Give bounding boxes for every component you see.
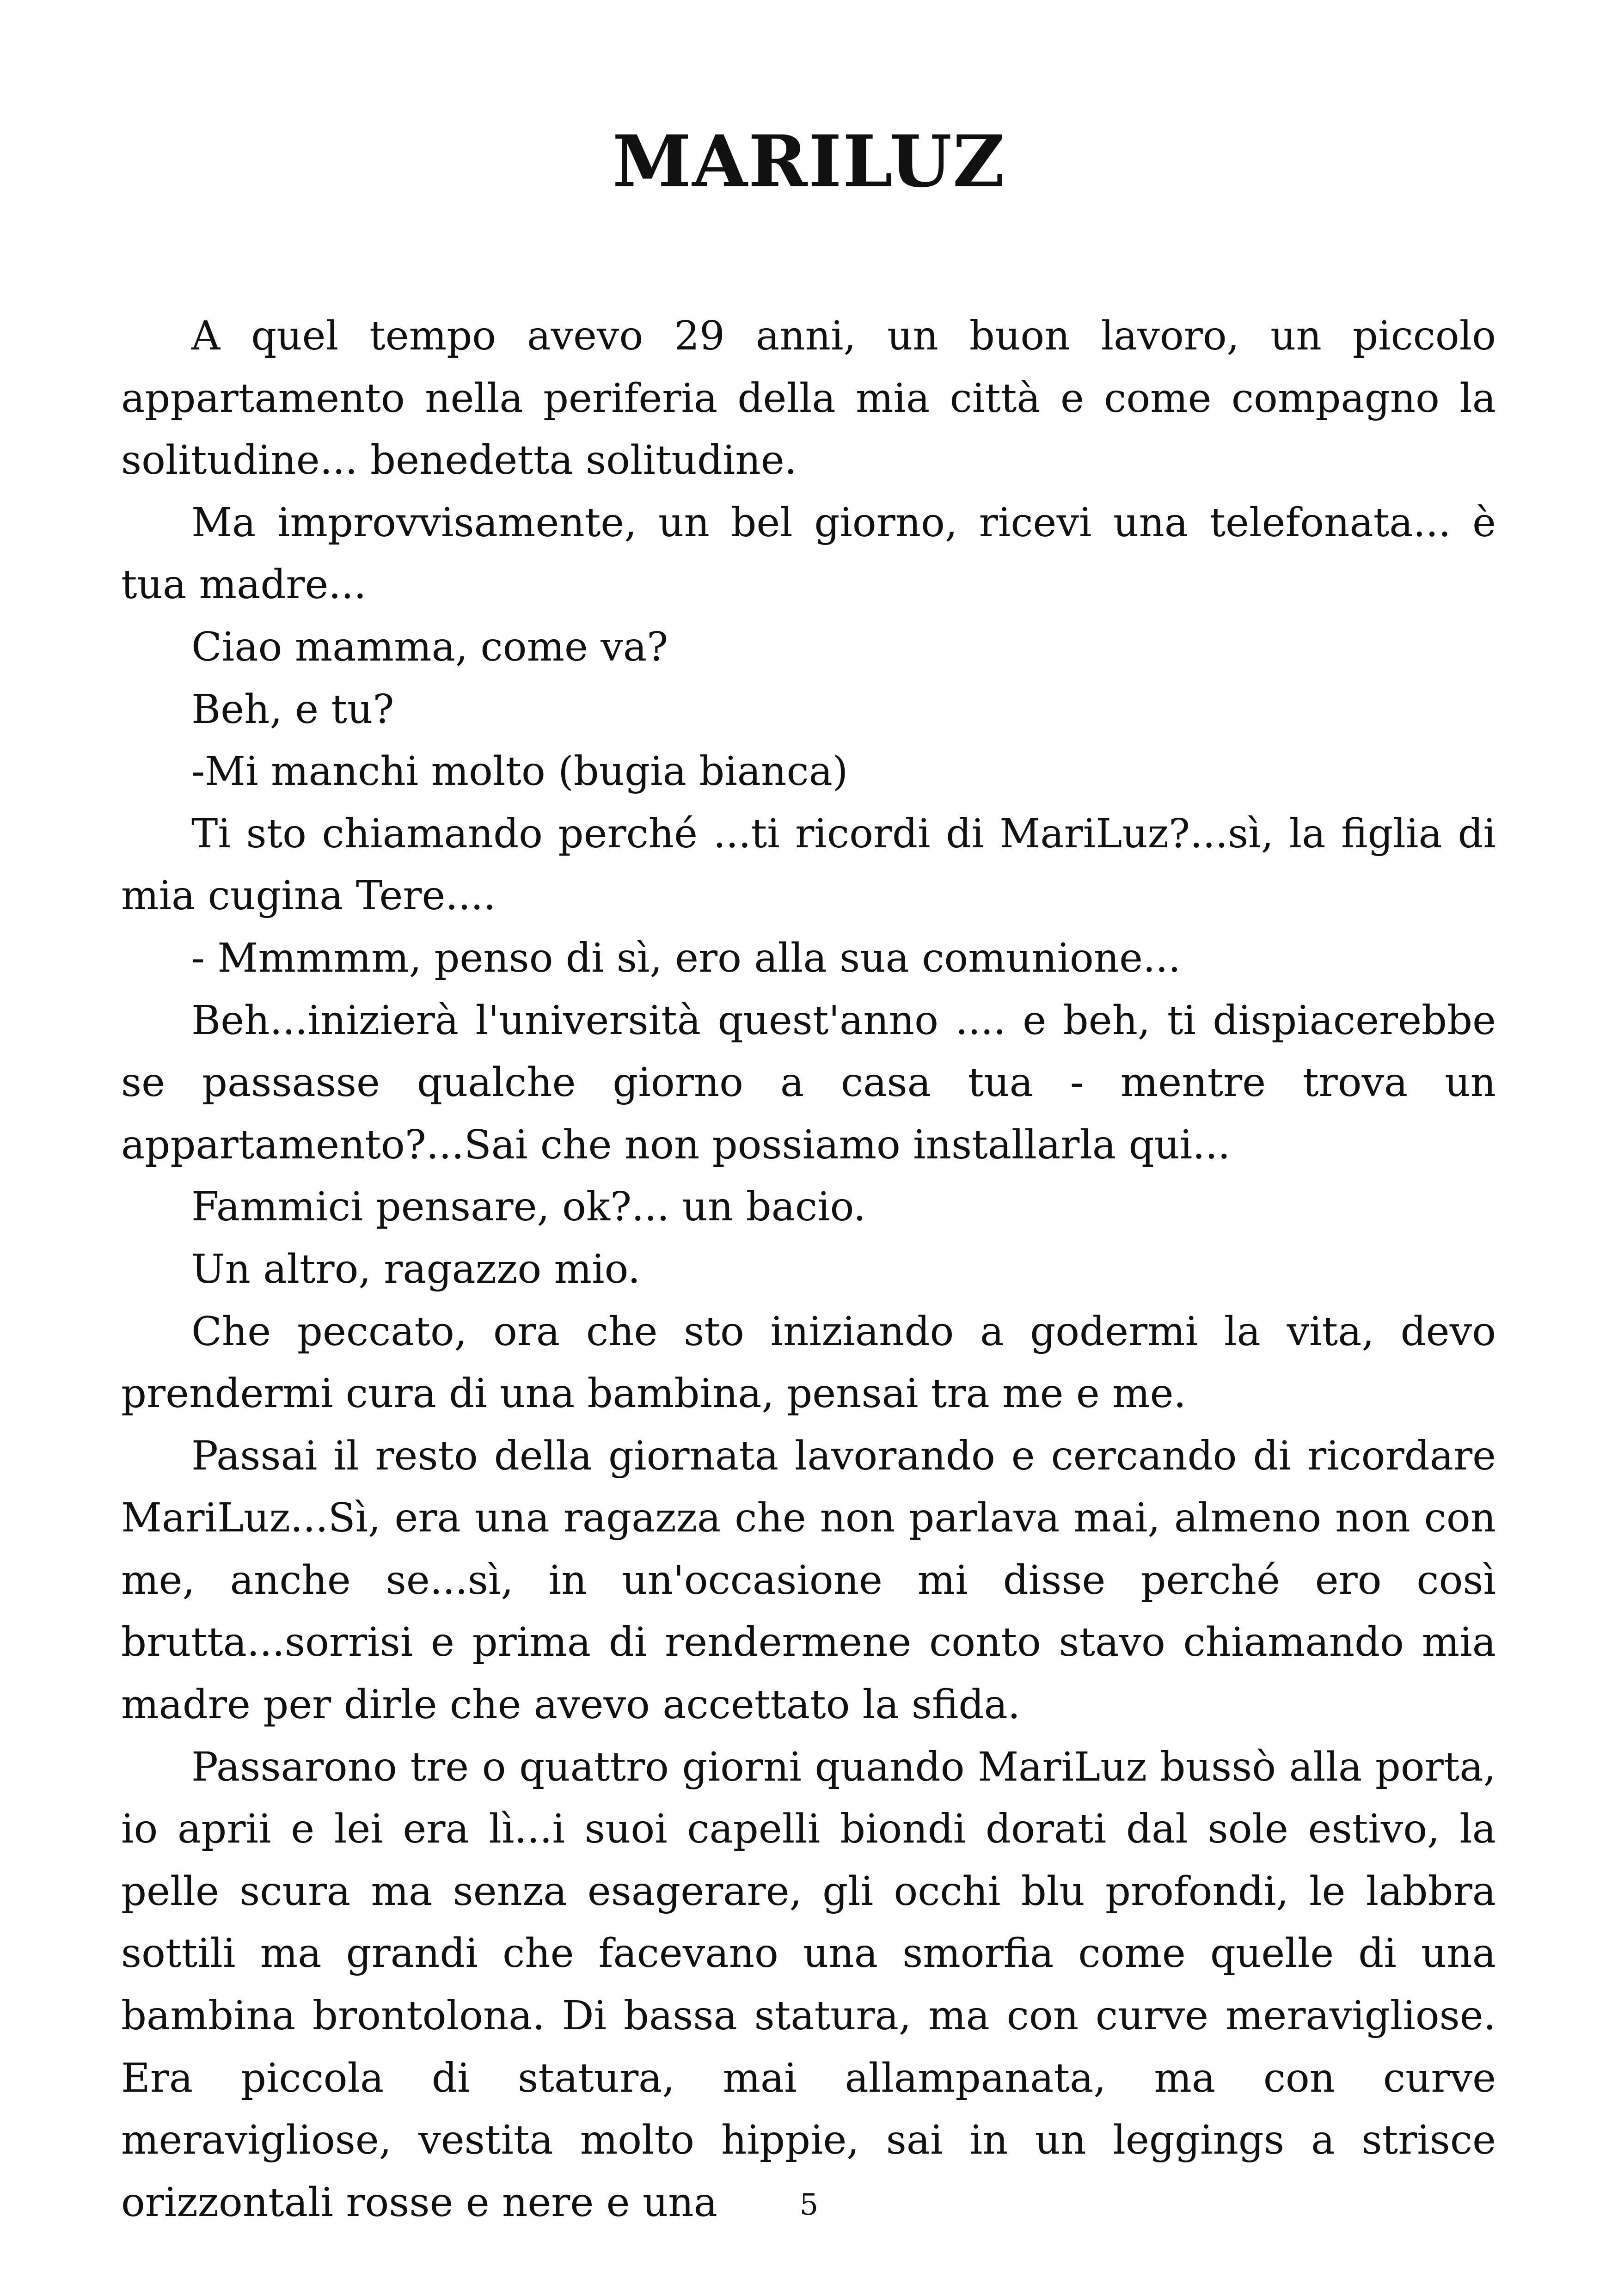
paragraph: Ti sto chiamando perché ...ti ricordi di MariLuz?...sì, la figlia di mia cugina Tere.... [121, 810, 1496, 919]
paragraph: Passai il resto della giornata lavorando e cercando di ricordare MariLuz...Sì, era una ragazza che non parlava mai, almeno non con me, anche se...sì, in un'occasione mi disse perché ero così brutta...sorrisi e prima di rendermene conto stavo chiamando mia madre per dirle che avevo accettato la sfida. [121, 1433, 1496, 1728]
paragraph: A quel tempo avevo 29 anni, un buon lavoro, un piccolo appartamento nella periferia della mia città e come compagno la solitudine... benedetta solitudine. [121, 313, 1496, 484]
page-number: 5 [799, 2188, 819, 2222]
paragraph: Beh, e tu? [191, 686, 394, 733]
body-text [121, 305, 1496, 2234]
paragraph: Un altro, ragazzo mio. [191, 1246, 641, 1292]
paragraph: Che peccato, ora che sto iniziando a godermi la vita, devo prendermi cura di una bambina, pensai tra me e me. [121, 1308, 1496, 1417]
page-title: MARILUZ [612, 120, 1006, 203]
paragraph: Beh...inizierà l'università quest'anno .... e beh, ti dispiacerebbe se passasse qualche giorno a casa tua - mentre trova un appartamento?...Sai che non possiamo installarla qui... [121, 997, 1496, 1168]
paragraph: Fammici pensare, ok?... un bacio. [191, 1184, 866, 1231]
paragraph: Passarono tre o quattro giorni quando MariLuz bussò alla porta, io aprii e lei era lì...i suoi capelli biondi dorati dal sole estivo, la pelle scura ma senza esagerare, gli occhi blu profondi, le labbra sottili ma grandi che facevano una smorfia come quelle di una bambina brontolona. Di bassa statura, ma con curve meravigliose. Era piccola di statura, mai allampanata, ma con curve meravigliose, vestita molto hippie, sai in un leggings a strisce orizzontali rosse e nere e una [121, 1744, 1496, 2226]
paragraph: -Mi manchi molto (bugia bianca) [191, 748, 848, 795]
paragraph: - Mmmmm, penso di sì, ero alla sua comunione... [191, 935, 1181, 981]
paragraph: Ma improvvisamente, un bel giorno, ricevi una telefonata... è tua madre... [121, 499, 1496, 608]
paragraph: Ciao mamma, come va? [191, 624, 668, 670]
